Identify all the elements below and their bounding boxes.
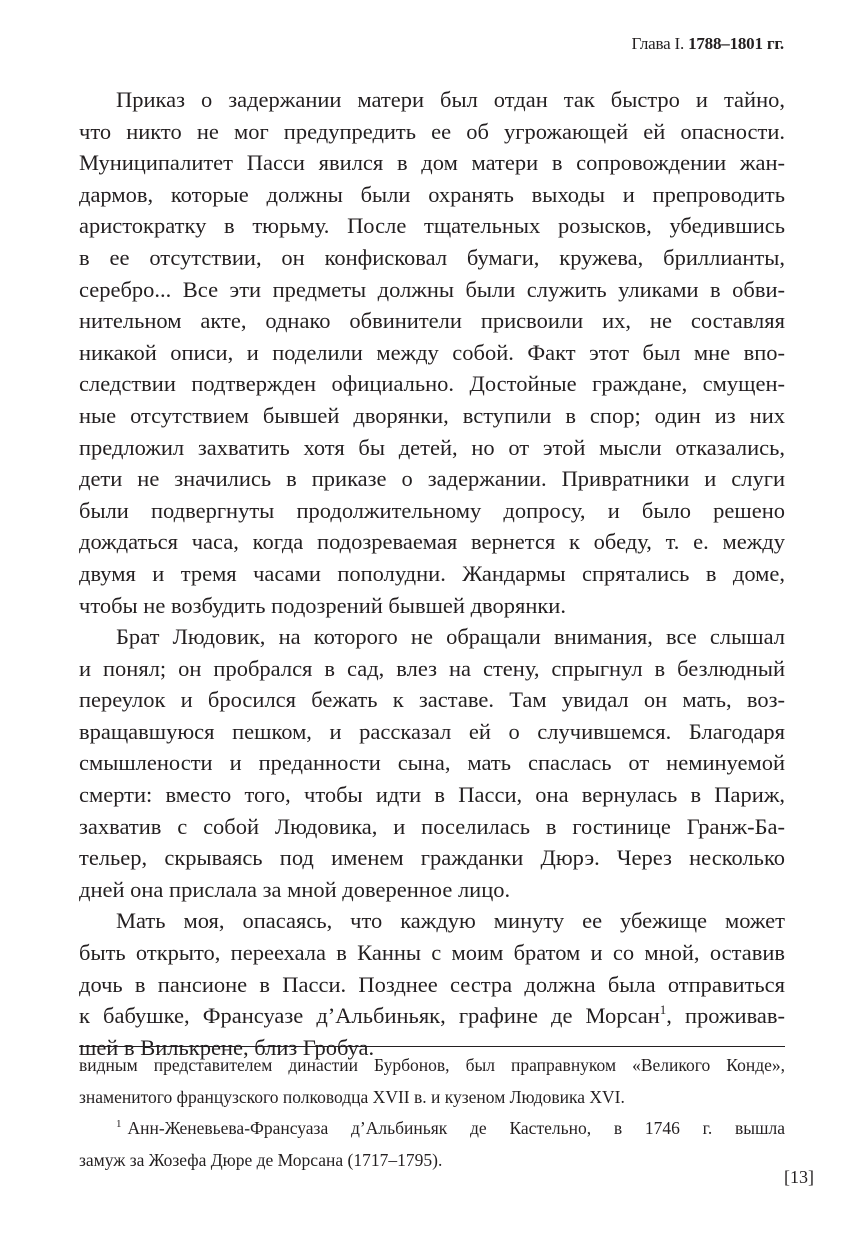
paragraph-2-line: переулок и бросился бежать к заставе. Там увидал он мать, воз-: [79, 687, 785, 713]
paragraph-2-line: Брат Людовик, на которого не обращали внимания, все слышал: [116, 624, 785, 650]
footnote-1-line: замуж за Жозефа Дюре де Морсана (1717–1795).: [79, 1149, 443, 1170]
paragraph-1-line: что никто не мог предупредить ее об угрожающей ей опасности.: [79, 118, 785, 144]
footnote-marker: 1: [116, 1118, 122, 1131]
paragraph-1-line: в ее отсутствии, он конфисковал бумаги, кружева, бриллианты,: [79, 244, 785, 270]
page-number: [13]: [784, 1167, 814, 1187]
paragraph-1-line: дождаться часа, когда подозреваемая вернется к обеду, т. е. между: [79, 529, 785, 555]
chapter-label: Глава I.: [631, 34, 684, 53]
paragraph-3-line: быть открыто, переехала в Канны с моим братом и со мной, оставив: [79, 940, 785, 966]
paragraph-1-line: нительном акте, однако обвинители присвоили их, не составляя: [79, 308, 785, 334]
footnote-1: [79, 1117, 785, 1149]
footnote-reference[interactable]: 1: [659, 1002, 667, 1018]
chapter-years: 1788–1801 гг.: [688, 34, 784, 53]
paragraph-3-line: дочь в пансионе в Пасси. Позднее сестра должна была отправиться: [79, 971, 785, 997]
paragraph-1-line: были подвергнуты продолжительному допросу, и было решено: [79, 497, 785, 523]
paragraph-2-line: смышлености и преданности сына, мать спаслась от неминуемой: [79, 750, 785, 776]
footnote-continuation-line: знаменитого французского полководца XVII в. и кузеном Людовика XVI.: [79, 1086, 625, 1107]
paragraph-1-line: Муниципалитет Пасси явился в дом матери в сопровождении жан-: [79, 150, 785, 176]
paragraph-1-line: чтобы не возбудить подозрений бывшей дворянки.: [79, 592, 566, 618]
paragraph-3-line: Мать моя, опасаясь, что каждую минуту ее убежище может: [116, 908, 785, 934]
footnote-text: Анн-Женевьева-Франсуаза д’Альбиньяк де Кастельно, в 1746 г. вышла: [127, 1118, 785, 1139]
paragraph-1-line: предложил захватить хотя бы детей, но от этой мысли отказались,: [79, 434, 785, 460]
main-text: [79, 84, 785, 1063]
running-head: [632, 34, 785, 54]
paragraph-2-line: тельер, скрываясь под именем гражданки Дюрэ. Через несколько: [79, 845, 785, 871]
paragraph-1-line: двумя и тремя часами пополудни. Жандармы спрятались в доме,: [79, 560, 785, 586]
text-segment: , проживав-: [666, 1003, 785, 1029]
paragraph-2-line: дней она прислала за мной доверенное лицо.: [79, 876, 511, 902]
paragraph-1-line: дети не значились в приказе о задержании. Привратники и слуги: [79, 466, 785, 492]
paragraph-2-line: смерти: вместо того, чтобы идти в Пасси, она вернулась в Париж,: [79, 782, 785, 808]
paragraph-1-line: серебро... Все эти предметы должны были служить уликами в обви-: [79, 276, 785, 302]
footnote-divider: [79, 1046, 785, 1047]
paragraph-1-line: Приказ о задержании матери был отдан так быстро и тайно,: [116, 87, 785, 112]
footnotes: [79, 1054, 785, 1180]
paragraph-2-line: захватив с собой Людовика, и поселилась в гостинице Гранж-Ба-: [79, 813, 785, 839]
paragraph-1-line: аристократку в тюрьму. После тщательных розысков, убедившись: [79, 213, 785, 239]
text-segment: к бабушке, Франсуазе д’Альбиньяк, графине де Морсан: [79, 1003, 660, 1029]
paragraph-1-line: дармов, которые должны были охранять выходы и препроводить: [79, 181, 785, 207]
paragraph-3-line: [79, 1000, 785, 1032]
paragraph-1-line: ные отсутствием бывшей дворянки, вступили в спор; один из них: [79, 402, 785, 428]
paragraph-2-line: вращавшуюся пешком, и рассказал ей о случившемся. Благодаря: [79, 718, 785, 744]
paragraph-2-line: и понял; он пробрался в сад, влез на стену, спрыгнул в безлюдный: [79, 655, 785, 681]
paragraph-1-line: никакой описи, и поделили между собой. Факт этот был мне впо-: [79, 339, 785, 365]
paragraph-1-line: следствии подтвержден официально. Достойные граждане, смущен-: [79, 371, 785, 397]
paragraph-3-line: шей в Вилькрене, близ Гробуа.: [79, 1034, 375, 1060]
footnote-continuation-line: видным представителем династии Бурбонов, был праправнуком «Великого Конде»,: [79, 1055, 785, 1075]
